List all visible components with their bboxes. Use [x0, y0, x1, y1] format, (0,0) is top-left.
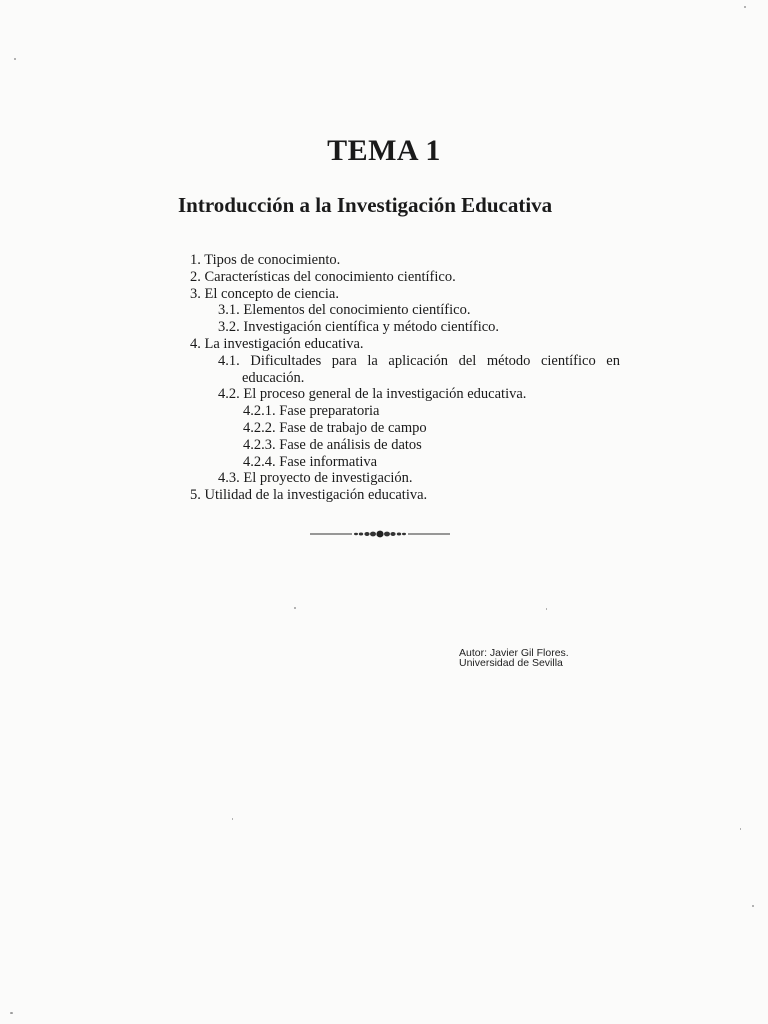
author-name: Autor: Javier Gil Flores. [459, 647, 569, 659]
toc-item-2: 2. Características del conocimiento científico. [190, 268, 456, 285]
toc-item-4-1-continuation: educación. [242, 369, 305, 386]
scan-speck [10, 1012, 13, 1014]
scan-speck [14, 58, 16, 60]
page-subtitle: Introducción a la Investigación Educativa [178, 193, 553, 217]
scan-speck [740, 828, 741, 830]
toc-item-4-2-1: 4.2.1. Fase preparatoria [243, 403, 380, 420]
toc-item-1: 1. Tipos de conocimiento. [190, 252, 341, 268]
scan-speck [752, 905, 754, 907]
scan-speck [294, 607, 296, 609]
author-institution: Universidad de Sevilla [459, 657, 563, 669]
toc-item-4: 4. La investigación educativa. [190, 335, 364, 352]
toc-item-4-1: 4.1. Dificultades para la aplicación del método científico en [218, 352, 620, 369]
scan-speck [546, 608, 547, 610]
author-block [459, 648, 569, 668]
toc-item-4-2-4: 4.2.4. Fase informativa [243, 453, 378, 470]
decorative-divider-icon [310, 529, 450, 539]
toc-item-4-2: 4.2. El proceso general de la investigación educativa. [218, 386, 527, 403]
toc-item-5: 5. Utilidad de la investigación educativa. [190, 487, 428, 504]
toc-item-4-3: 4.3. El proyecto de investigación. [218, 470, 413, 487]
scan-speck [232, 818, 233, 820]
toc-item-3-1: 3.1. Elementos del conocimiento científico. [218, 302, 471, 319]
table-of-contents [0, 252, 768, 504]
toc-item-3: 3. El concepto de ciencia. [190, 285, 339, 302]
page-title: TEMA 1 [327, 134, 441, 167]
scan-speck [744, 6, 746, 8]
toc-item-4-2-2: 4.2.2. Fase de trabajo de campo [243, 419, 427, 436]
toc-item-4-2-3: 4.2.3. Fase de análisis de datos [243, 436, 422, 453]
toc-item-3-2: 3.2. Investigación científica y método científico. [218, 319, 500, 336]
